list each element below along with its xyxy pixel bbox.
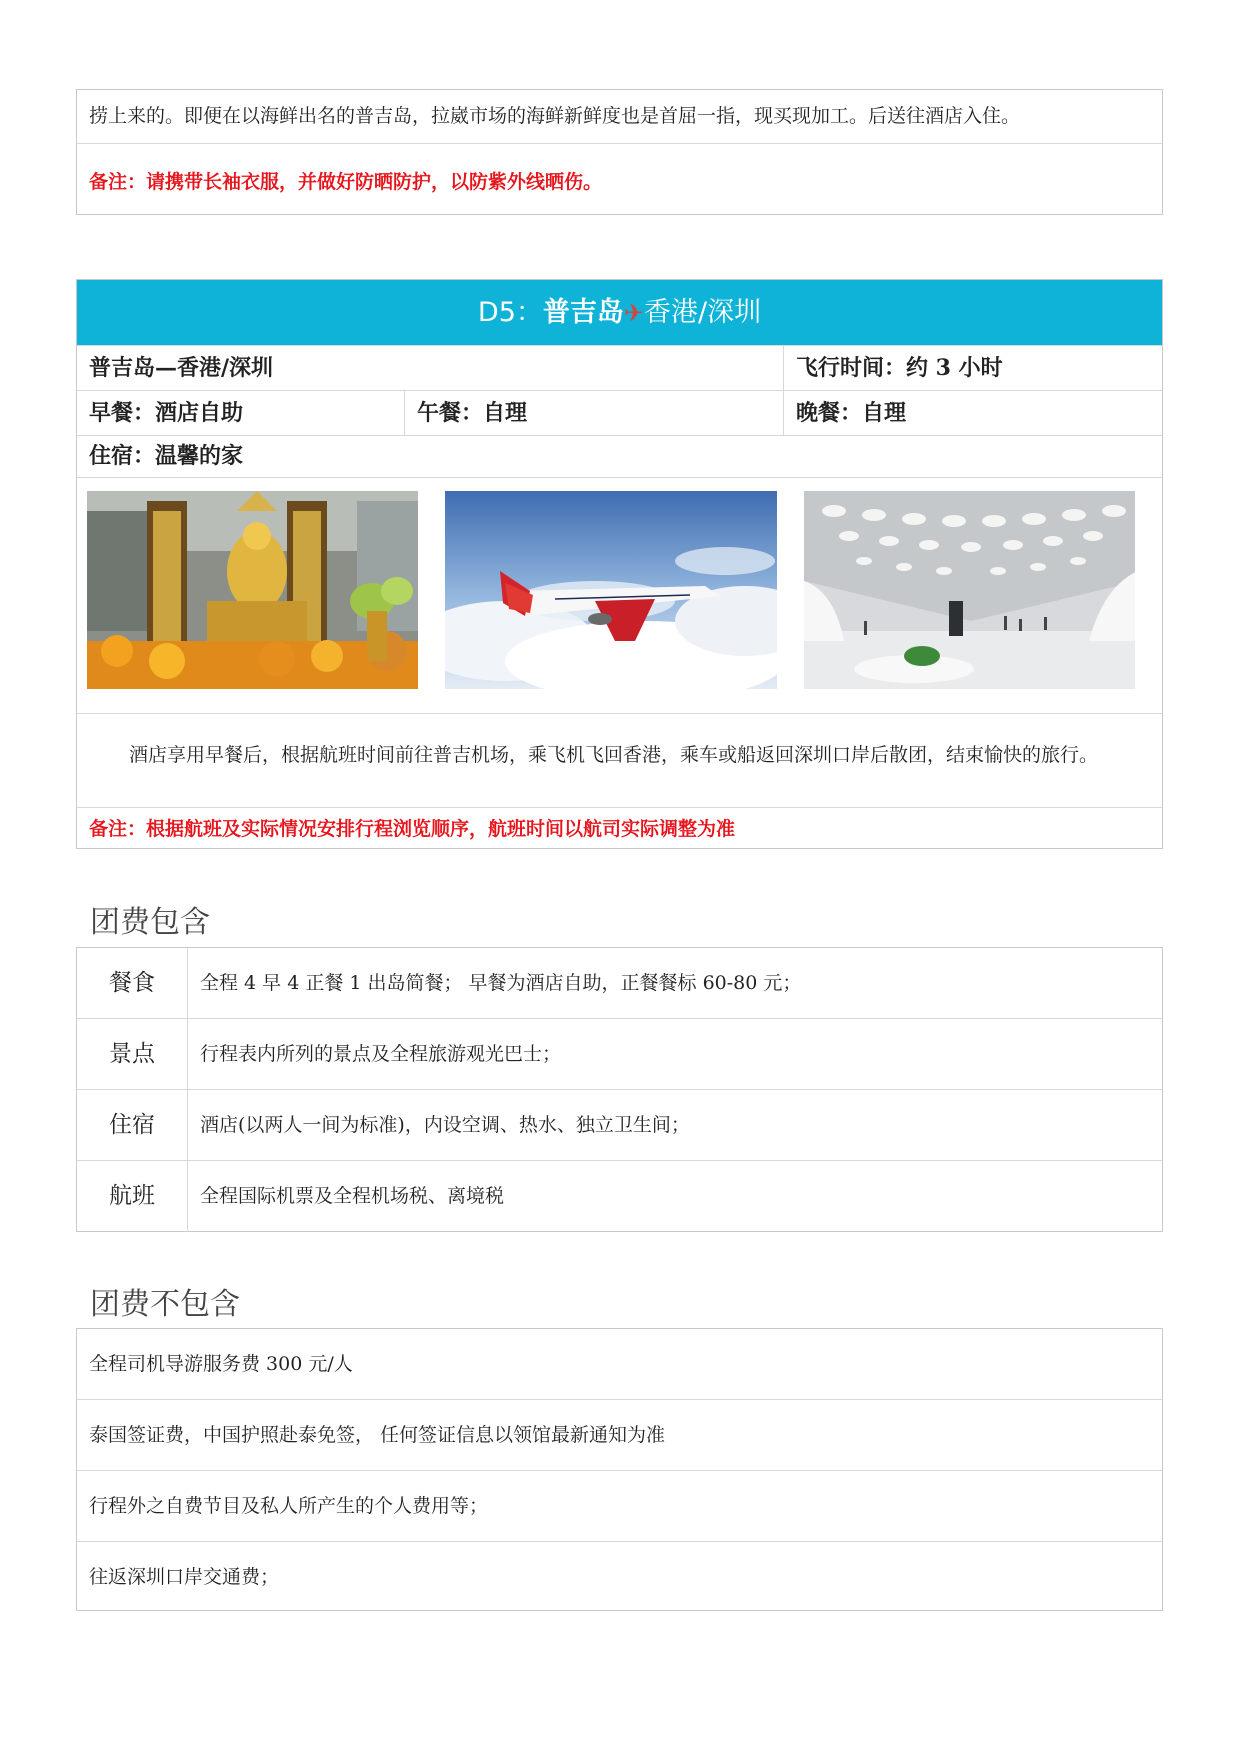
previous-day-note: 备注：请携带长袖衣服，并做好防晒防护，以防紫外线晒伤。 <box>89 171 603 193</box>
plane-icon: ✈ <box>623 299 644 327</box>
included-value: 全程 4 早 4 正餐 1 出岛简餐； 早餐为酒店自助，正餐餐标 60-80 元； <box>200 972 802 994</box>
photo-strip <box>77 478 1162 714</box>
day5-header-prefix: D5： <box>477 297 543 328</box>
included-table <box>76 947 1163 1232</box>
breakfast: 早餐：酒店自助 <box>77 391 405 435</box>
previous-day-description: 捞上来的。即便在以海鲜出名的普吉岛，拉崴市场的海鲜新鲜度也是首屈一指，现买现加工。后送往酒店入住。 <box>77 90 1162 144</box>
previous-day-box <box>76 89 1163 215</box>
included-row <box>77 948 1162 1019</box>
terminal-photo <box>804 491 1135 689</box>
included-key: 景点 <box>77 1019 188 1089</box>
included-key: 航班 <box>77 1161 188 1232</box>
day5-box <box>76 279 1163 849</box>
meals-row <box>77 391 1162 436</box>
day5-note: 备注：根据航班及实际情况安排行程浏览顺序，航班时间以航司实际调整为准 <box>89 818 736 840</box>
route-row <box>77 346 1162 391</box>
lodging-row <box>77 436 1162 478</box>
lunch: 午餐：自理 <box>405 391 784 435</box>
included-row <box>77 1019 1162 1090</box>
excluded-table <box>76 1328 1163 1611</box>
airplane-photo <box>445 491 776 689</box>
excluded-row: 全程司机导游服务费 300 元/人 <box>77 1329 1162 1400</box>
day5-header-from: 普吉岛 <box>542 297 624 328</box>
included-value: 全程国际机票及全程机场税、离境税 <box>200 1185 505 1207</box>
shrine-photo <box>87 491 418 689</box>
day5-description-row <box>77 714 1162 808</box>
included-key: 住宿 <box>77 1090 188 1160</box>
route: 普吉岛—香港/深圳 <box>77 346 784 390</box>
day5-note-row <box>77 808 1162 849</box>
lodging: 住宿：温馨的家 <box>89 443 244 469</box>
day5-description: 酒店享用早餐后，根据航班时间前往普吉机场，乘飞机飞回香港，乘车或船返回深圳口岸后散团，结束愉快的旅行。 <box>129 744 1099 766</box>
excluded-row: 往返深圳口岸交通费； <box>89 1566 280 1588</box>
day5-header-to: 香港/深圳 <box>643 297 762 328</box>
excluded-title: 团费不包含 <box>90 1287 240 1322</box>
included-row <box>77 1161 1162 1232</box>
included-key: 餐食 <box>77 948 188 1018</box>
included-value: 行程表内所列的景点及全程旅游观光巴士； <box>200 1043 562 1065</box>
included-title: 团费包含 <box>90 905 210 940</box>
day5-header <box>77 280 1162 346</box>
dinner: 晚餐：自理 <box>796 400 907 426</box>
included-row <box>77 1090 1162 1161</box>
excluded-row: 行程外之自费节目及私人所产生的个人费用等； <box>77 1471 1162 1542</box>
included-value: 酒店(以两人一间为标准)，内设空调、热水、独立卫生间； <box>200 1114 690 1136</box>
excluded-row: 泰国签证费，中国护照赴泰免签， 任何签证信息以领馆最新通知为准 <box>77 1400 1162 1471</box>
previous-day-note-row <box>77 144 1162 214</box>
flight-time: 飞行时间：约 3 小时 <box>796 355 1003 381</box>
